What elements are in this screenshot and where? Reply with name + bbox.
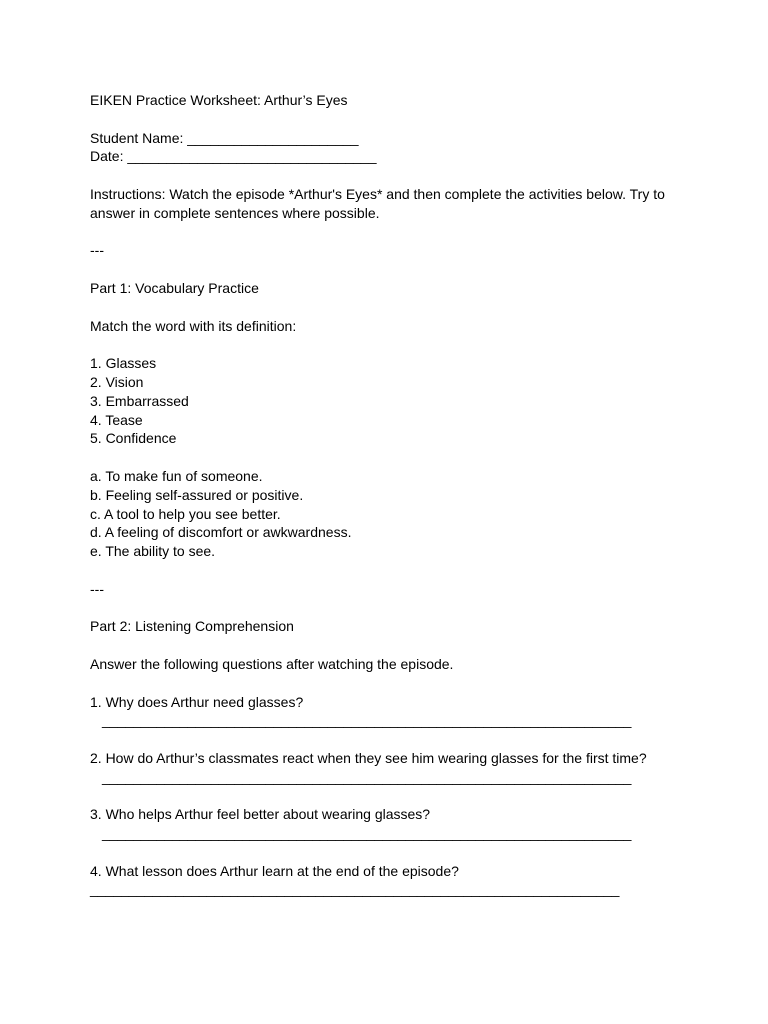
question-text: 4. What lesson does Arthur learn at the end of the episode? xyxy=(90,862,459,879)
question-block xyxy=(90,693,710,731)
spacer xyxy=(90,843,710,862)
instructions: Instructions: Watch the episode *Arthur's Eyes* and then complete the activities below. Try to answer in complete sentences where possible. xyxy=(90,185,665,221)
student-name-field: Student Name: ______________________ xyxy=(90,129,359,146)
part2-title: Part 2: Listening Comprehension xyxy=(90,618,294,635)
spacer xyxy=(90,223,710,242)
spacer xyxy=(90,110,710,129)
spacer xyxy=(90,448,710,467)
worksheet xyxy=(90,91,710,899)
question-text: 1. Why does Arthur need glasses? xyxy=(90,693,304,710)
spacer xyxy=(90,730,710,749)
spacer xyxy=(90,335,710,354)
spacer xyxy=(90,786,710,805)
answer-line[interactable]: ____________________________________________________________________ xyxy=(102,825,632,842)
spacer xyxy=(90,561,710,580)
spacer xyxy=(90,166,710,185)
answer-line[interactable]: ____________________________________________________________________ xyxy=(102,768,632,785)
vocabulary-word: 4. Tease xyxy=(90,411,143,428)
spacer xyxy=(90,674,710,693)
spacer xyxy=(90,298,710,317)
question-text: 2. How do Arthur’s classmates react when they see him wearing glasses for the first time? xyxy=(90,749,647,766)
answer-line[interactable]: ____________________________________________________________________ xyxy=(90,881,620,898)
vocabulary-word: 5. Confidence xyxy=(90,430,177,447)
section-separator: --- xyxy=(90,580,104,597)
vocabulary-word: 1. Glasses xyxy=(90,355,157,372)
part2-prompt: Answer the following questions after watching the episode. xyxy=(90,655,454,672)
spacer xyxy=(90,260,710,279)
part1-title: Part 1: Vocabulary Practice xyxy=(90,279,259,296)
section-separator: --- xyxy=(90,242,104,259)
definition-item: c. A tool to help you see better. xyxy=(90,505,281,522)
definition-item: e. The ability to see. xyxy=(90,543,216,560)
question-block xyxy=(90,805,710,843)
vocabulary-word: 3. Embarrassed xyxy=(90,392,189,409)
vocabulary-word: 2. Vision xyxy=(90,373,144,390)
answer-line[interactable]: ____________________________________________________________________ xyxy=(102,712,632,729)
date-field: Date: ________________________________ xyxy=(90,148,377,165)
question-text: 3. Who helps Arthur feel better about wearing glasses? xyxy=(90,806,431,823)
definition-list xyxy=(90,467,710,561)
spacer xyxy=(90,636,710,655)
worksheet-title: EIKEN Practice Worksheet: Arthur’s Eyes xyxy=(90,92,348,108)
definition-item: b. Feeling self-assured or positive. xyxy=(90,486,304,503)
spacer xyxy=(90,599,710,618)
definition-item: d. A feeling of discomfort or awkwardness. xyxy=(90,524,352,541)
vocabulary-word-list xyxy=(90,354,710,448)
part1-prompt: Match the word with its definition: xyxy=(90,317,297,334)
question-block xyxy=(90,749,710,787)
definition-item: a. To make fun of someone. xyxy=(90,467,263,484)
question-block xyxy=(90,862,710,900)
